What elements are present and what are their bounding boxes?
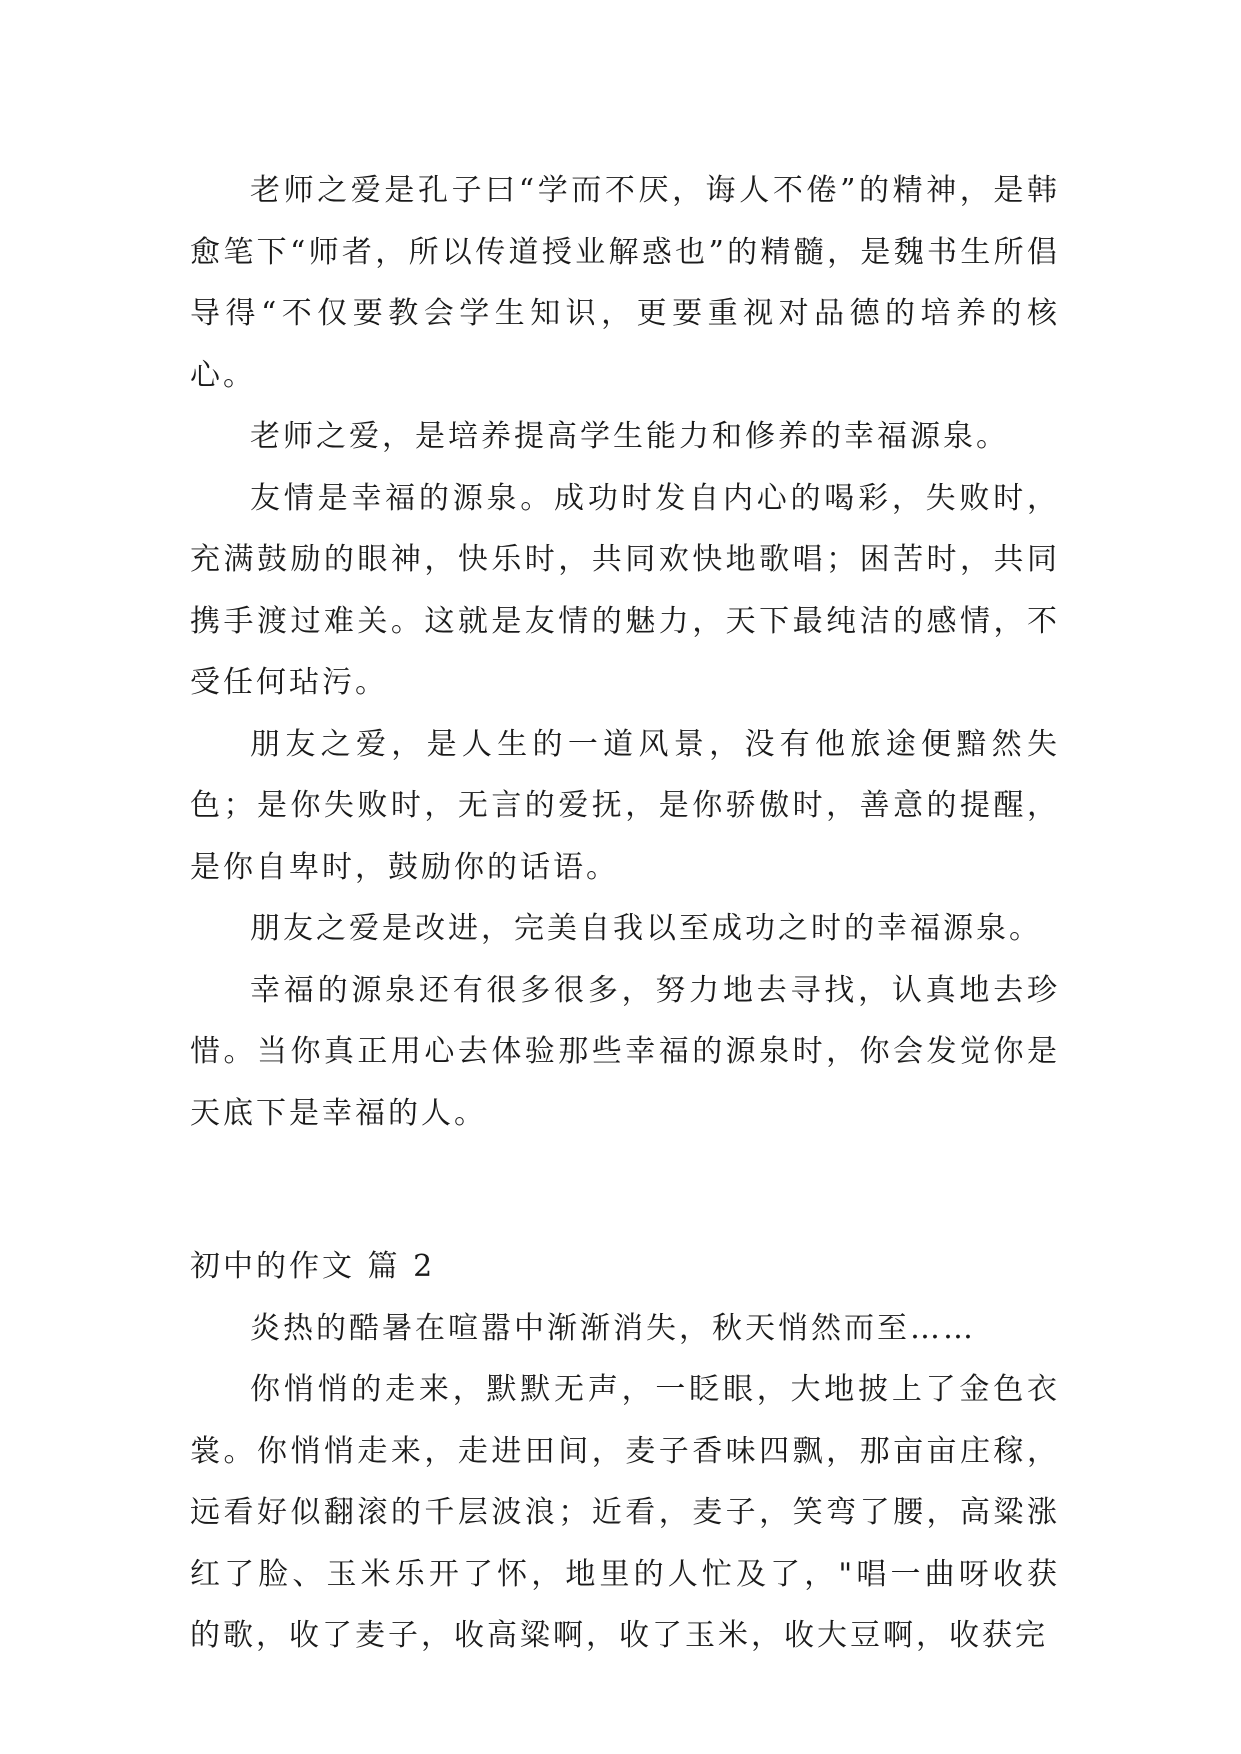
paragraph-friendship: 友情是幸福的源泉。成功时发自内心的喝彩，失败时，充满鼓励的眼神，快乐时，共同欢快地歌唱；困苦时，共同携手渡过难关。这就是友情的魅力，天下最纯洁的感情，不受任何玷污。: [190, 480, 1060, 700]
paragraph-autumn-intro: 炎热的酷暑在喧嚣中渐渐消失，秋天悄然而至……: [250, 1310, 976, 1346]
paragraph-friend-love: 朋友之爱，是人生的一道风景，没有他旅途便黯然失色；是你失败时，无言的爱抚，是你骄傲时，善意的提醒，是你自卑时，鼓励你的话语。: [190, 726, 1060, 885]
paragraph-teacher-love: 老师之爱是孔子曰“学而不厌，诲人不倦”的精神，是韩愈笔下“师者，所以传道授业解惑也”的精髓，是魏书生所倡导得“不仅要教会学生知识，更要重视对品德的培养的核心。: [190, 173, 1060, 393]
section-heading: 初中的作文 篇 2: [190, 1249, 436, 1284]
paragraph-conclusion: 幸福的源泉还有很多很多，努力地去寻找，认真地去珍惜。当你真正用心去体验那些幸福的源泉时，你会发觉你是天底下是幸福的人。: [190, 972, 1060, 1131]
paragraph-autumn-harvest: 你悄悄的走来，默默无声，一眨眼，大地披上了金色衣裳。你悄悄走来，走进田间，麦子香味四飘，那亩亩庄稼，远看好似翻滚的千层波浪；近看，麦子，笑弯了腰，高粱涨红了脸、玉米乐开了怀，地里的人忙及了，"唱一曲呀收获的歌，收了麦子，收高粱啊，收了玉米，收大豆啊，收获完: [190, 1372, 1060, 1653]
paragraph-teacher-love-summary: 老师之爱，是培养提高学生能力和修养的幸福源泉。: [250, 419, 1009, 454]
document-page: [190, 160, 1060, 1667]
paragraph-friend-love-summary: 朋友之爱是改进，完美自我以至成功之时的幸福源泉。: [250, 911, 1042, 946]
